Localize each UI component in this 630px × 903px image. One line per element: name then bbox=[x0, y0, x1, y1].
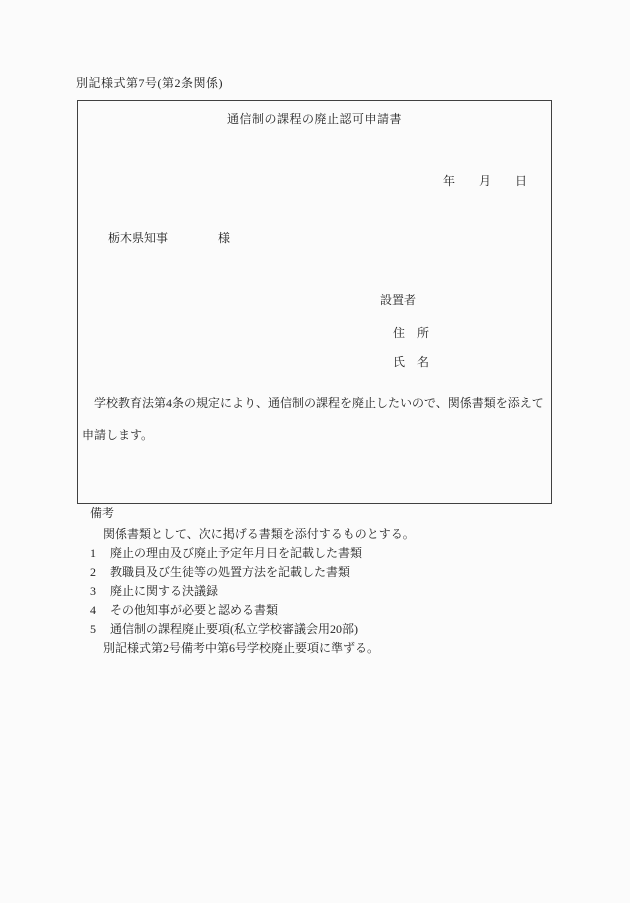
name-label: 氏 名 bbox=[393, 355, 430, 369]
note-item-number: 5 bbox=[90, 622, 96, 636]
application-form-box bbox=[77, 100, 552, 504]
form-number-label: 別記様式第7号(第2条関係) bbox=[76, 76, 223, 90]
note-item-text: 教職員及び生徒等の処置方法を記載した書類 bbox=[110, 565, 351, 579]
notes-section bbox=[90, 504, 560, 658]
note-item-text: 廃止に関する決議録 bbox=[110, 584, 219, 598]
notes-footnote: 別記様式第2号備考中第6号学校廃止要項に準ずる。 bbox=[103, 641, 380, 655]
application-body-text: 学校教育法第4条の規定により、通信制の課程を廃止したいので、関係書類を添えて申請します。 bbox=[82, 396, 544, 442]
notes-heading: 備考 bbox=[90, 506, 115, 520]
note-item-text: その他知事が必要と認める書類 bbox=[110, 603, 279, 617]
address-label: 住 所 bbox=[393, 326, 430, 340]
note-item-number: 4 bbox=[90, 603, 96, 617]
notes-intro: 関係書類として、次に掲げる書類を添付するものとする。 bbox=[103, 527, 415, 541]
addressee-row bbox=[108, 231, 230, 245]
note-item-text: 通信制の課程廃止要項(私立学校審議会用20部) bbox=[110, 622, 358, 636]
note-item-number: 1 bbox=[90, 546, 96, 560]
note-item-number: 2 bbox=[90, 565, 96, 579]
note-item-text: 廃止の理由及び廃止予定年月日を記載した書類 bbox=[110, 546, 363, 560]
addressee-honorific: 様 bbox=[218, 231, 231, 245]
addressee-name: 栃木県知事 bbox=[108, 231, 169, 245]
note-item bbox=[90, 544, 560, 563]
note-item bbox=[90, 582, 560, 601]
note-item bbox=[90, 563, 560, 582]
note-item bbox=[90, 601, 560, 620]
date-line: 年 月 日 bbox=[442, 174, 527, 188]
applicant-label: 設置者 bbox=[380, 293, 417, 307]
note-item bbox=[90, 620, 560, 639]
note-item-number: 3 bbox=[90, 584, 96, 598]
form-title: 通信制の課程の廃止認可申請書 bbox=[226, 112, 402, 126]
